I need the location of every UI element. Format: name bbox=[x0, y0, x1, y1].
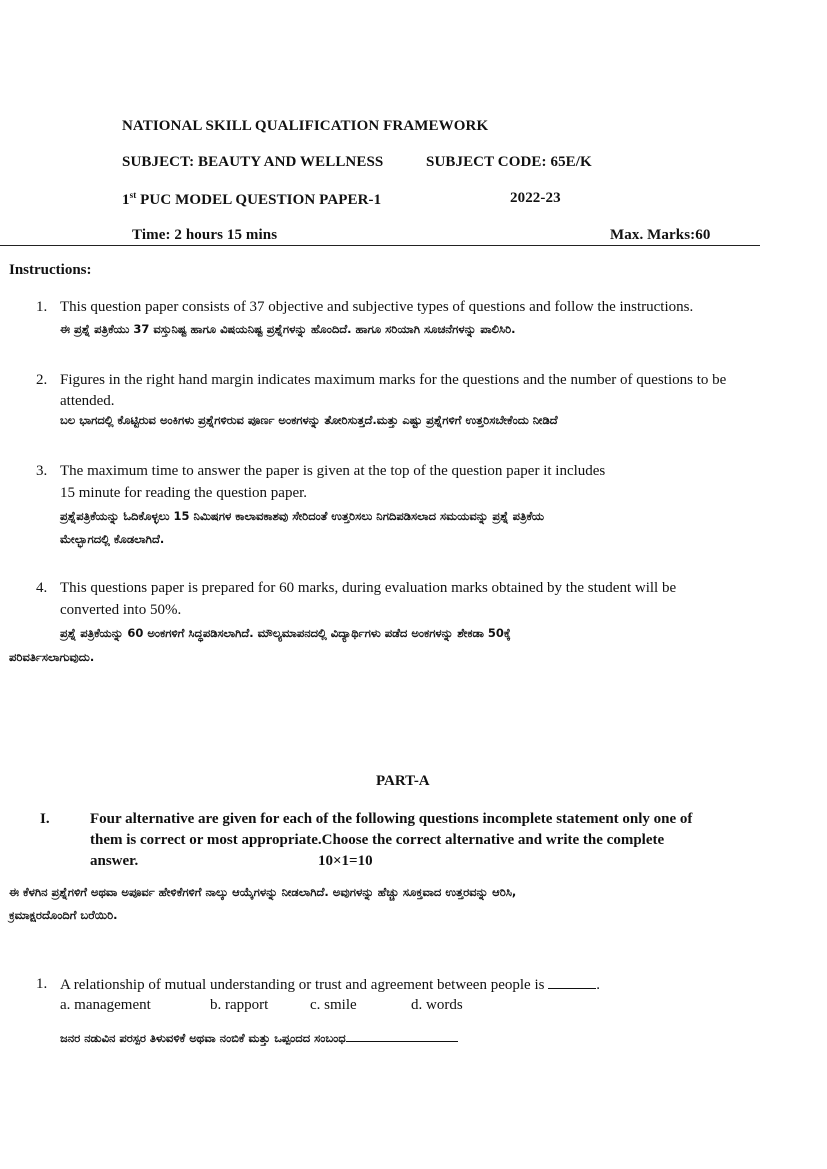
question-text-kannada bbox=[60, 1031, 458, 1046]
section-marks: 10×1=10 bbox=[318, 853, 373, 869]
option-b: b. rapport bbox=[210, 997, 269, 1013]
paper-title bbox=[122, 190, 381, 209]
section-instruction-kannada: ಕ್ರಮಾಕ್ಷರದೊಂದಿಗೆ ಬರೆಯಿರಿ. bbox=[9, 908, 118, 922]
instruction-text: 15 minute for reading the question paper. bbox=[60, 485, 308, 501]
part-title: PART-A bbox=[376, 773, 430, 789]
instruction-text-kannada: ಪ್ರಶ್ನೆಪತ್ರಿಕೆಯನ್ನು ಓದಿಕೊಳ್ಳಲು 15 ನಿಮಿಷಗಳ ಕಾಲಾವಕಾಶವು ಸೇರಿದಂತೆ ಉತ್ತರಿಸಲು ನಿಗದಿಪಡಿಸಲಾದ ಸಮಯವನ್ನು ಪ್ರಶ್ನೆ ಪತ್ರಿಕೆಯ bbox=[60, 509, 545, 523]
instruction-text: Figures in the right hand margin indicates maximum marks for the questions and the number of questions to be bbox=[60, 372, 727, 388]
instruction-text: This questions paper is prepared for 60 marks, during evaluation marks obtained by the student will be bbox=[60, 580, 677, 596]
instruction-text-kannada: ಪರಿವರ್ತಿಸಲಾಗುವುದು. bbox=[9, 650, 95, 664]
instruction-number: 1. bbox=[36, 299, 48, 315]
exam-time: Time: 2 hours 15 mins bbox=[132, 227, 278, 243]
framework-title: NATIONAL SKILL QUALIFICATION FRAMEWORK bbox=[122, 118, 489, 134]
max-marks: Max. Marks:60 bbox=[610, 227, 711, 243]
option-c: c. smile bbox=[310, 997, 357, 1013]
subject-code: SUBJECT CODE: 65E/K bbox=[426, 154, 592, 170]
instructions-heading: Instructions: bbox=[9, 262, 92, 278]
section-instruction: answer. bbox=[90, 853, 139, 869]
instruction-text: The maximum time to answer the paper is given at the top of the question paper it includes bbox=[60, 463, 606, 479]
instruction-text-kannada: ಬಲ ಭಾಗದಲ್ಲಿ ಕೊಟ್ಟಿರುವ ಅಂಕಿಗಳು ಪ್ರಶ್ನೆಗಳಿರುವ ಪೂರ್ಣ ಅಂಕಗಳನ್ನು ತೋರಿಸುತ್ತದೆ.ಮತ್ತು ಎಷ್ಟು ಪ್ರಶ್ನೆಗಳಿಗೆ ಉತ್ತರಿಸಬೇಕೆಂದು ನೀಡಿದೆ bbox=[60, 413, 558, 427]
section-instruction: them is correct or most appropriate.Choose the correct alternative and write the complete bbox=[90, 832, 665, 848]
option-d: d. words bbox=[411, 997, 463, 1013]
option-a: a. management bbox=[60, 997, 151, 1013]
puc-suffix: st bbox=[129, 190, 137, 200]
instruction-text: attended. bbox=[60, 393, 115, 409]
instruction-number: 2. bbox=[36, 372, 48, 388]
academic-year: 2022-23 bbox=[510, 190, 561, 206]
instruction-text-kannada: ಮೇಲ್ಭಾಗದಲ್ಲಿ ಕೊಡಲಾಗಿದೆ. bbox=[60, 532, 165, 546]
question-stem: A relationship of mutual understanding or trust and agreement between people is bbox=[60, 977, 545, 993]
question-end: . bbox=[596, 977, 600, 993]
section-number: I. bbox=[40, 811, 50, 827]
instruction-text-kannada: ಈ ಪ್ರಶ್ನೆ ಪತ್ರಿಕೆಯು 37 ವಸ್ತುನಿಷ್ಟ ಹಾಗೂ ವಿಷಯನಿಷ್ಟ ಪ್ರಶ್ನೆಗಳನ್ನು ಹೊಂದಿದೆ. ಹಾಗೂ ಸರಿಯಾಗಿ ಸೂಚನೆಗಳನ್ನು ಪಾಲಿಸಿರಿ. bbox=[60, 322, 516, 336]
answer-blank bbox=[548, 976, 596, 989]
instruction-text: converted into 50%. bbox=[60, 602, 182, 618]
section-instruction: Four alternative are given for each of the following questions incomplete statement only one of bbox=[90, 811, 693, 827]
question-text bbox=[60, 976, 600, 994]
subject-name: SUBJECT: BEAUTY AND WELLNESS bbox=[122, 154, 384, 170]
question-number: 1. bbox=[36, 976, 48, 992]
paper-name: PUC MODEL QUESTION PAPER-1 bbox=[136, 192, 382, 208]
section-instruction-kannada: ಈ ಕೆಳಗಿನ ಪ್ರಶ್ನೆಗಳಿಗೆ ಅಥವಾ ಅಪೂರ್ವ ಹೇಳಿಕೆಗಳಿಗೆ ನಾಲ್ಕು ಆಯ್ಕೆಗಳನ್ನು ನೀಡಲಾಗಿದೆ. ಅವುಗಳನ್ನು ಹೆಚ್ಚು ಸೂಕ್ತವಾದ ಉತ್ತರವನ್ನು ಆರಿಸಿ, bbox=[9, 885, 517, 899]
instruction-number: 4. bbox=[36, 580, 48, 596]
instruction-text: This question paper consists of 37 objective and subjective types of questions and follow the instructions. bbox=[60, 299, 694, 315]
answer-blank bbox=[346, 1031, 458, 1042]
instruction-number: 3. bbox=[36, 463, 48, 479]
header-divider bbox=[0, 245, 760, 246]
puc-number: 1 bbox=[122, 192, 130, 208]
question-stem-kannada: ಜನರ ನಡುವಿನ ಪರಸ್ಪರ ತಿಳುವಳಿಕೆ ಅಥವಾ ನಂಬಿಕೆ ಮತ್ತು ಒಪ್ಪಂದದ ಸಂಬಂಧ bbox=[60, 1031, 346, 1045]
instruction-text-kannada: ಪ್ರಶ್ನೆ ಪತ್ರಿಕೆಯನ್ನು 60 ಅಂಕಗಳಿಗೆ ಸಿದ್ಧಪಡಿಸಲಾಗಿದೆ. ಮೌಲ್ಯಮಾಪನದಲ್ಲಿ ವಿದ್ಯಾರ್ಥಿಗಳು ಪಡೆದ ಅಂಕಗಳನ್ನು ಶೇಕಡಾ 50ಕ್ಕೆ bbox=[60, 626, 511, 640]
